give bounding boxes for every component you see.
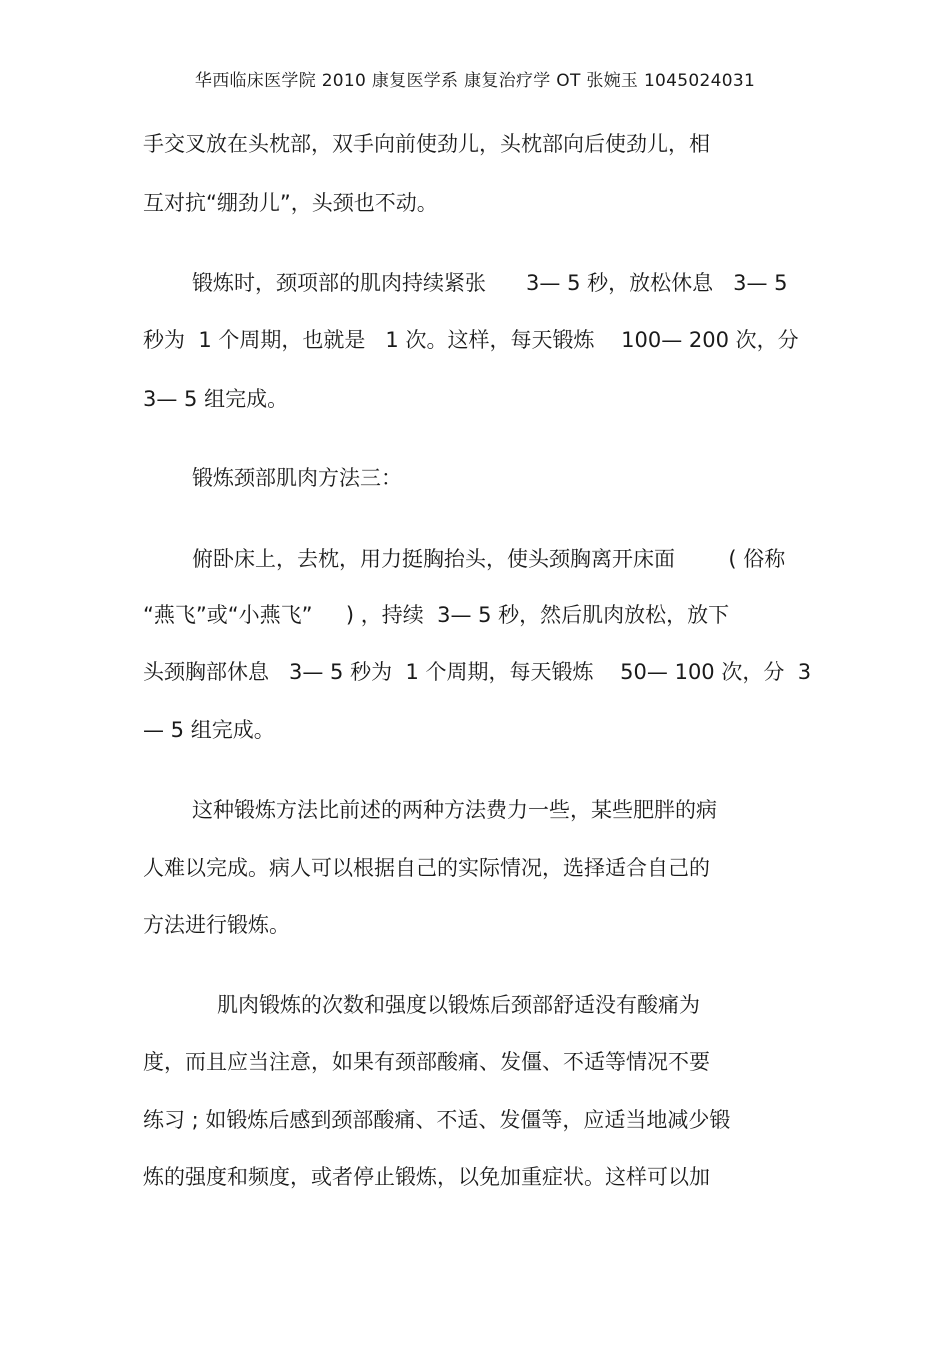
- text-line: 互对抗“绷劲儿”，头颈也不动。: [143, 191, 438, 215]
- text-line: 3— 5 组完成。: [143, 387, 289, 411]
- text-line: 手交叉放在头枕部，双手向前使劲儿，头枕部向后使劲儿，相: [143, 132, 710, 156]
- text-line: 俯卧床上，去枕，用力挺胸抬头，使头颈胸离开床面 ( 俗称: [192, 547, 786, 571]
- text-line: 秒为 1 个周期，也就是 1 次。这样，每天锻炼 100— 200 次，分: [143, 328, 799, 352]
- text-line: 方法进行锻炼。: [143, 913, 290, 937]
- text-line: 练习 ; 如锻炼后感到颈部酸痛、不适、发僵等，应适当地减少锻: [143, 1108, 731, 1132]
- text-line: 锻炼时，颈项部的肌肉持续紧张 3— 5 秒，放松休息 3— 5: [192, 271, 788, 295]
- text-line: 头颈胸部休息 3— 5 秒为 1 个周期，每天锻炼 50— 100 次，分 3: [143, 660, 812, 684]
- text-line: “燕飞”或“小燕飞” ) ，持续 3— 5 秒，然后肌肉放松，放下: [143, 603, 730, 627]
- text-line: 度，而且应当注意，如果有颈部酸痛、发僵、不适等情况不要: [143, 1050, 710, 1074]
- text-line: 人难以完成。病人可以根据自己的实际情况，选择适合自己的: [143, 856, 710, 880]
- text-line: 这种锻炼方法比前述的两种方法费力一些，某些肥胖的病: [192, 798, 717, 822]
- text-line: 炼的强度和频度，或者停止锻炼，以免加重症状。这样可以加: [143, 1165, 710, 1189]
- text-line: — 5 组完成。: [143, 718, 275, 742]
- section-heading: 锻炼颈部肌肉方法三：: [192, 466, 402, 490]
- text-line: 肌肉锻炼的次数和强度以锻炼后颈部舒适没有酸痛为: [217, 993, 700, 1017]
- page-header: 华西临床医学院 2010 康复医学系 康复治疗学 OT 张婉玉 1045024031: [194, 71, 756, 91]
